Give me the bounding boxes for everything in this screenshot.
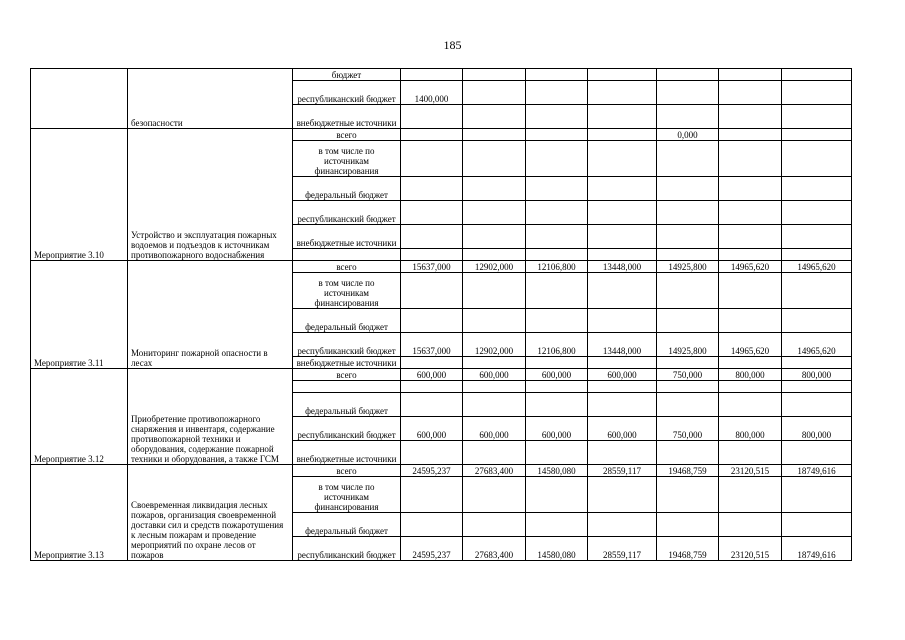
amount-cell: 15637,000 (401, 333, 463, 357)
amount-cell: 18749,616 (782, 537, 852, 561)
amount-cell (401, 69, 463, 81)
amount-cell (657, 81, 719, 105)
table-row (31, 465, 852, 477)
funding-source-cell: республиканский бюджет (293, 333, 401, 357)
amount-cell (719, 225, 782, 249)
amount-cell (657, 225, 719, 249)
amount-cell (719, 441, 782, 465)
amount-cell (719, 309, 782, 333)
amount-cell (657, 441, 719, 465)
table-row (31, 369, 852, 381)
amount-cell (657, 69, 719, 81)
amount-cell (463, 393, 526, 417)
amount-cell (463, 477, 526, 513)
table-row (31, 261, 852, 273)
activity-cell: Мероприятие 3.10 (31, 129, 128, 261)
funding-source-cell: федеральный бюджет (293, 393, 401, 417)
amount-cell (588, 177, 657, 201)
amount-cell (657, 357, 719, 369)
amount-cell (588, 249, 657, 261)
funding-source-cell: в том числе по источникам финансирования (293, 141, 401, 177)
amount-cell (588, 201, 657, 225)
amount-cell (401, 309, 463, 333)
activity-name-cell: Устройство и эксплуатация пожарных водоемов и подъездов к источникам противопожарного водоснабжения (128, 129, 293, 261)
amount-cell (463, 225, 526, 249)
amount-cell (588, 273, 657, 309)
amount-cell: 14925,800 (657, 333, 719, 357)
amount-cell: 14925,800 (657, 261, 719, 273)
amount-cell (657, 309, 719, 333)
amount-cell (463, 69, 526, 81)
amount-cell: 600,000 (588, 417, 657, 441)
amount-cell (782, 381, 852, 393)
amount-cell (782, 69, 852, 81)
amount-cell: 13448,000 (588, 261, 657, 273)
amount-cell (526, 309, 588, 333)
amount-cell: 750,000 (657, 369, 719, 381)
amount-cell (719, 249, 782, 261)
amount-cell (401, 249, 463, 261)
amount-cell (657, 201, 719, 225)
funding-source-cell: всего (293, 261, 401, 273)
amount-cell (719, 381, 782, 393)
amount-cell (526, 381, 588, 393)
amount-cell: 14965,620 (719, 261, 782, 273)
amount-cell (657, 273, 719, 309)
amount-cell: 600,000 (401, 369, 463, 381)
amount-cell (463, 105, 526, 129)
amount-cell (526, 357, 588, 369)
amount-cell (526, 105, 588, 129)
amount-cell (588, 225, 657, 249)
amount-cell (588, 393, 657, 417)
funding-source-cell: федеральный бюджет (293, 309, 401, 333)
amount-cell (782, 129, 852, 141)
amount-cell (526, 81, 588, 105)
activity-name-cell: Мониторинг пожарной опасности в лесах (128, 261, 293, 369)
funding-source-cell: федеральный бюджет (293, 177, 401, 201)
amount-cell (526, 69, 588, 81)
amount-cell (782, 393, 852, 417)
amount-cell (719, 141, 782, 177)
amount-cell: 24595,237 (401, 465, 463, 477)
amount-cell (526, 225, 588, 249)
amount-cell (526, 273, 588, 309)
amount-cell (463, 141, 526, 177)
funding-source-cell: в том числе по источникам финансирования (293, 477, 401, 513)
amount-cell: 28559,117 (588, 537, 657, 561)
amount-cell: 1400,000 (401, 81, 463, 105)
amount-cell: 23120,515 (719, 465, 782, 477)
amount-cell: 600,000 (526, 417, 588, 441)
amount-cell (782, 141, 852, 177)
amount-cell (782, 81, 852, 105)
amount-cell (401, 357, 463, 369)
funding-source-cell: внебюджетные источники (293, 105, 401, 129)
amount-cell (588, 105, 657, 129)
amount-cell (588, 309, 657, 333)
amount-cell (782, 309, 852, 333)
amount-cell (719, 273, 782, 309)
amount-cell (782, 273, 852, 309)
amount-cell (782, 177, 852, 201)
amount-cell (401, 381, 463, 393)
activity-cell (31, 69, 128, 129)
page-number: 185 (443, 38, 462, 52)
amount-cell (657, 513, 719, 537)
amount-cell: 600,000 (401, 417, 463, 441)
amount-cell (526, 249, 588, 261)
amount-cell: 12106,800 (526, 333, 588, 357)
amount-cell (782, 105, 852, 129)
table-row (31, 69, 852, 81)
budget-table-body (31, 69, 852, 561)
table-row (31, 129, 852, 141)
amount-cell (782, 249, 852, 261)
activity-name-cell: Своевременная ликвидация лесных пожаров, организация своевременной доставки сил и средств пожаротушения к лесным пожарам и проведение мероприятий по охране лесов от пожаров (128, 465, 293, 561)
amount-cell: 18749,616 (782, 465, 852, 477)
amount-cell (719, 513, 782, 537)
funding-source-cell (293, 381, 401, 393)
amount-cell: 800,000 (782, 417, 852, 441)
amount-cell (526, 177, 588, 201)
activity-cell: Мероприятие 3.13 (31, 465, 128, 561)
amount-cell (526, 201, 588, 225)
amount-cell (401, 177, 463, 201)
amount-cell: 600,000 (588, 369, 657, 381)
amount-cell: 24595,237 (401, 537, 463, 561)
amount-cell (657, 249, 719, 261)
amount-cell (588, 129, 657, 141)
amount-cell (782, 477, 852, 513)
amount-cell: 27683,400 (463, 537, 526, 561)
amount-cell: 14965,620 (782, 333, 852, 357)
amount-cell (401, 225, 463, 249)
amount-cell (719, 201, 782, 225)
amount-cell (463, 309, 526, 333)
amount-cell (719, 69, 782, 81)
amount-cell: 800,000 (782, 369, 852, 381)
amount-cell (782, 513, 852, 537)
amount-cell (401, 513, 463, 537)
funding-source-cell: внебюджетные источники (293, 225, 401, 249)
amount-cell: 14580,080 (526, 537, 588, 561)
amount-cell (463, 357, 526, 369)
amount-cell (463, 249, 526, 261)
amount-cell (657, 381, 719, 393)
amount-cell (657, 393, 719, 417)
amount-cell (401, 441, 463, 465)
amount-cell: 12902,000 (463, 261, 526, 273)
amount-cell (463, 129, 526, 141)
amount-cell (588, 477, 657, 513)
funding-source-cell: федеральный бюджет (293, 513, 401, 537)
funding-source-cell: всего (293, 465, 401, 477)
activity-name-cell: Приобретение противопожарного снаряжения и инвентаря, содержание противопожарной техники и оборудования, содержание пожарной техники и оборудования, а также ГСМ (128, 369, 293, 465)
amount-cell: 28559,117 (588, 465, 657, 477)
amount-cell (657, 105, 719, 129)
amount-cell: 600,000 (463, 369, 526, 381)
funding-source-cell: республиканский бюджет (293, 537, 401, 561)
amount-cell (719, 81, 782, 105)
amount-cell (401, 477, 463, 513)
amount-cell: 14965,620 (719, 333, 782, 357)
amount-cell (401, 201, 463, 225)
funding-source-cell: всего (293, 369, 401, 381)
amount-cell: 800,000 (719, 417, 782, 441)
amount-cell (401, 393, 463, 417)
amount-cell (463, 201, 526, 225)
funding-source-cell: бюджет (293, 69, 401, 81)
amount-cell (588, 141, 657, 177)
amount-cell (588, 441, 657, 465)
amount-cell (782, 201, 852, 225)
amount-cell: 0,000 (657, 129, 719, 141)
amount-cell (588, 513, 657, 537)
amount-cell (588, 381, 657, 393)
amount-cell: 27683,400 (463, 465, 526, 477)
funding-source-cell: в том числе по источникам финансирования (293, 273, 401, 309)
funding-source-cell: республиканский бюджет (293, 201, 401, 225)
amount-cell: 12902,000 (463, 333, 526, 357)
amount-cell: 12106,800 (526, 261, 588, 273)
amount-cell (526, 513, 588, 537)
amount-cell (719, 129, 782, 141)
amount-cell: 14965,620 (782, 261, 852, 273)
amount-cell: 15637,000 (401, 261, 463, 273)
amount-cell (463, 441, 526, 465)
amount-cell (657, 177, 719, 201)
amount-cell (719, 357, 782, 369)
amount-cell (657, 141, 719, 177)
funding-source-cell: внебюджетные источники (293, 357, 401, 369)
amount-cell: 19468,759 (657, 537, 719, 561)
amount-cell (657, 477, 719, 513)
amount-cell (782, 225, 852, 249)
amount-cell (463, 381, 526, 393)
budget-table (30, 68, 852, 561)
amount-cell (719, 105, 782, 129)
amount-cell (526, 141, 588, 177)
activity-name-cell: безопасности (128, 69, 293, 129)
amount-cell: 600,000 (463, 417, 526, 441)
amount-cell (463, 513, 526, 537)
amount-cell (463, 273, 526, 309)
amount-cell (719, 177, 782, 201)
amount-cell: 23120,515 (719, 537, 782, 561)
amount-cell (719, 477, 782, 513)
amount-cell (526, 129, 588, 141)
amount-cell (588, 69, 657, 81)
activity-cell: Мероприятие 3.11 (31, 261, 128, 369)
funding-source-cell: всего (293, 129, 401, 141)
amount-cell: 600,000 (526, 369, 588, 381)
amount-cell (588, 81, 657, 105)
amount-cell (463, 81, 526, 105)
amount-cell (463, 177, 526, 201)
amount-cell (782, 441, 852, 465)
amount-cell: 750,000 (657, 417, 719, 441)
funding-source-cell: внебюджетные источники (293, 441, 401, 465)
amount-cell (526, 393, 588, 417)
amount-cell (401, 105, 463, 129)
amount-cell (526, 477, 588, 513)
amount-cell: 19468,759 (657, 465, 719, 477)
activity-cell: Мероприятие 3.12 (31, 369, 128, 465)
amount-cell (401, 273, 463, 309)
amount-cell: 800,000 (719, 369, 782, 381)
amount-cell: 13448,000 (588, 333, 657, 357)
amount-cell (588, 357, 657, 369)
amount-cell (526, 441, 588, 465)
funding-source-cell: республиканский бюджет (293, 81, 401, 105)
funding-source-cell: республиканский бюджет (293, 417, 401, 441)
amount-cell (719, 393, 782, 417)
funding-source-cell (293, 249, 401, 261)
amount-cell (401, 129, 463, 141)
amount-cell (782, 357, 852, 369)
amount-cell: 14580,080 (526, 465, 588, 477)
amount-cell (401, 141, 463, 177)
